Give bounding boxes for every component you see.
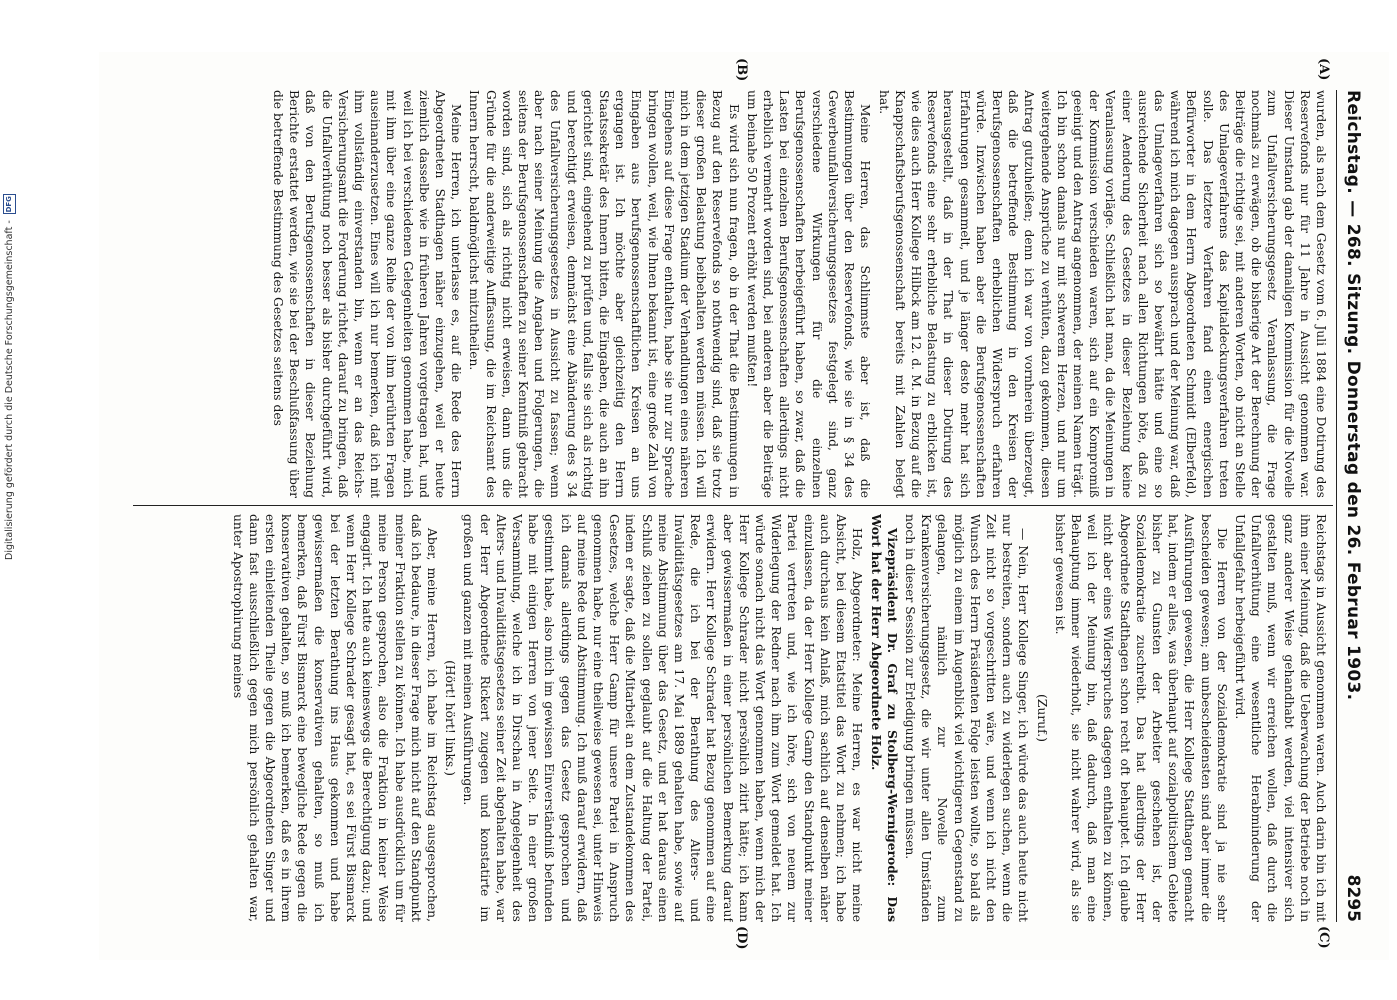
margin-mark-a: (A) [1316, 58, 1331, 81]
digitization-credit [2, 130, 16, 560]
paragraph: Aber, meine Herren, ich habe im Reichstag ausgesprochen, daß ich bedaure, in dieser Frage mich nicht auf den Standpunkt meiner Fraktion stellen zu können. Ich habe ausdrücklich um für meine Person gesprochen, also die Fraktion in keiner Weise engagirt. Ich hatte auch keineswegs die Berechtigung dazu; und wenn Herr Kollege Schrader gesagt hat, es sei Fürst Bismarck bei der letzten Berathung ins Haus gekommen und habe gewissermaßen die konservativen gehalten, so muß ich bemerken, daß Fürst Bismarck eine bewegliche Rede gegen die konservativen gehalten, so muß ich bemerken, daß es in ihrem ersten einleitenden Theile gegen die Abgeordneten Singer und dann fast ausschließlich gegen mich persönlich gehalten war, unter Apostrophirung meines [230, 514, 440, 922]
paragraph: Meine Herren, ich unterlasse es, auf die Rede des Herrn Abgeordneten Stadthagen näher einzugehen, weil er heute ziemlich dasselbe wie in früheren Jahren vorgetragen hat, und weil ich bei verschiedenen Gelegenheiten genommen habe, mich mit ihm über eine ganze Reihe der von ihm berührten Fragen auseinanderzusetzen. Eines will ich nur bemerken, daß ich mit ihm vollständig einverstanden bin, wenn er an das Reichs-Versicherungsamt die Forderung richtet, darauf zu bringen, daß die Unfallverhütung noch besser als bisher durchgeführt wird, daß von den Berufsgenossenschaften in dieser Beziehung Berichte erstattet werden, wie sie bei der Beschlußfassung über die betreffende Bestimmung des Gesetzes seitens des [271, 90, 464, 498]
interjection: (Hört! hört! links.) [443, 660, 458, 776]
margin-mark-d: (D) [734, 926, 749, 950]
page-header [1341, 90, 1365, 922]
right-column [139, 514, 1329, 922]
paragraph: Es wird sich nun fragen, ob in der That die Bestimmungen in Bezug auf den Reservefonds so nothwendig sind, daß sie trotz dieser großen Belastung beibehalten werden müssen. Ich will mich in dem jetzigen Stadium der Verhandlungen eines näheren Eingehens auf diese Frage enthalten, habe sie nur zur Sprache bringen wollen, weil, wie Ihnen bekannt ist, eine große Zahl von Eingaben aus berufsgenossenschaftlichen Kreisen an uns ergangen ist. Ich möchte aber gleichzeitig den Herrn Staatssekretär des Innern bitten, die Eingaben, die auch an ihn gerichtet sind, eingehend zu prüfen und, falls sie sich als richtig und berechtigt erweisen, demnächst eine Abänderung des § 34 des Unfallversicherungsgesetzes in Aussicht zu fassen; wenn aber nach seiner Meinung die Angaben und Folgerungen, die seitens der Berufsgenossenschaften zu seiner Kenntniß gebracht worden sind, sich als richtig nicht erweisen, dann uns die Gründe für die anderweitige Auffassung, die im Reichsamt des Innern herrscht, baldmöglichst mitzutheilen. [467, 90, 741, 498]
page-number: 8295 [1343, 874, 1363, 922]
interjection: (Zuruf.) [1034, 694, 1049, 742]
speaker-line: Vizepräsident Dr. Graf zu Stolberg-Wernigerode: Das Wort hat der Herr Abgeordnete Holz. [868, 514, 900, 922]
column-divider [133, 505, 1333, 506]
paragraph: Reichstags in Aussicht genommen waren. Auch darin bin ich mit ihm einer Meinung, daß die Ueberwachung der Betriebe noch in ganz anderer Weise gehandhabt werden, viel intensiver sich gestalten muß, wenn wir erreichen wollen, daß durch die Unfallverhütung eine wesentliche Herabminderung der Unfallgefahr herbeigeführt wird. [1232, 514, 1328, 922]
scanned-page [99, 52, 1389, 960]
paragraph: Meine Herren, das Schlimmste aber ist, daß die Bestimmungen über den Reservefonds, wie sie in § 34 des Gewerbeunfallversicherungsgesetzes festgelegt sind, ganz verschiedene Wirkungen für die einzelnen Berufsgenossenschaften herbeigeführt haben, so zwar, daß die Lasten bei einzelnen Berufsgenossenschaften allerdings nicht erheblich vermehrt worden sind, bei anderen aber die Beiträge um beinahe 50 Prozent erhöht werden mußten! [744, 90, 873, 498]
paragraph: — Nein, Herr Kollege Singer, ich würde das auch heute nicht nur bestreiten, sondern auch zu widerlegen suchen, wenn die Zeit nicht so vorgeschritten wäre, und wenn ich nicht den Wunsch des Herrn Präsidenten Folge leisten wollte, so bald als möglich zu einem im Augenblick viel wichtigeren Gegenstand zu gelangen, nämlich zur Novelle zum Krankenversicherungsgesetz, die wir unter allen Umständen noch in dieser Session zur Erledigung bringen müssen. [902, 514, 1031, 922]
left-column [139, 90, 1329, 498]
header-rule [1336, 90, 1337, 922]
credit-text: Digitalisierung gefördert durch die Deutsche Forschungsgemeinschaft - [3, 220, 15, 560]
dfg-logo: DFG [3, 194, 16, 214]
running-title: Reichstag. — 268. Sitzung. Donnerstag den 26. Februar 1903. [1343, 90, 1363, 701]
margin-mark-b: (B) [734, 58, 749, 82]
margin-mark-c: (C) [1316, 926, 1331, 949]
paragraph: wurden, als nach dem Gesetz vom 6. Juli 1884 eine Dotirung des Reservefonds nur für 11 Jahre in Aussicht genommen war. Dieser Umstand gab der damaligen Kommission für die Novelle zum Unfallversicherungsgesetz Veranlassung, die Frage nochmals zu erwägen, ob die bisherige Art der Berechnung der Beiträge die richtige sei, mit anderen Worten, ob nicht an Stelle des Umlageverfahrens das Kapitaldeckungsverfahren treten solle. Das letztere Verfahren fand einen energischen Befürworter in dem Herrn Abgeordneten Schmidt (Elberfeld), während ich mich dagegen aussprach und der Meinung war, daß das Umlageverfahren sich so bewährt hätte und eine so ausreichende Sicherheit nach allen Richtungen böte, daß zu einer Aenderung des Gesetzes in dieser Beziehung keine Veranlassung vorläge. Schließlich hat man, da die Meinungen in der Kommission verschieden waren, sich auf ein Kompromiß geeinigt und den Antrag angenommen, der meinen Namen trägt. Ich bin schon damals nur mit schwerem Herzen, und nur um weitergehende Ansprüche zu verhüten, dazu gekommen, diesen Antrag gutzuheißen; denn ich war von vornherein überzeugt, daß die betreffende Bestimmung in den Kreisen der Berufsgenossenschaften erheblichen Widerspruch erfahren würde. Inzwischen haben aber die Berufsgenossenschaften Erfahrungen gesammelt, und je länger desto mehr hat sich herausgestellt, daß in der That in dieser Dotirung des Reservefonds eine sehr erhebliche Belastung zu erblicken ist, wie dies auch Herr Kollege Hilbck am 12. d. M. in Bezug auf die Knappschaftsberufsgenossenschaft bereits mit Zahlen belegt hat. [876, 90, 1328, 498]
paragraph: Die Herren von der Sozialdemokratie sind ja nie sehr bescheiden gewesen; am unbescheidensten sind aber immer die Ausführungen gewesen, die Herr Kollege Stadthagen gemacht hat, indem er alles, was überhaupt auf sozialpolitischem Gebiete bisher zu Gunsten der Arbeiter geschehen ist, der Sozialdemokratie zuschreibt. Das hat allerdings der Herr Abgeordnete Stadthagen schon recht oft behauptet. Ich glaube nicht aber eines Widerspruches dagegen enthalten zu können, weil ich der Meinung bin, daß dadurch, daß man eine Behauptung immer wiederholt, sie nicht wahrer wird, als sie bisher gewesen ist. [1052, 514, 1229, 922]
paragraph: Holz, Abgeordneter: Meine Herren, es war nicht meine Absicht, bei diesem Etatstitel das Wort zu nehmen; ich habe auch durchaus kein Anlaß, mich sachlich auf denselben näher einzulassen, da der Herr Kollege Gamp den Standpunkt meiner Partei vertreten und, wie ich höre, sich von neuem zur Widerlegung der Redner nach ihm zum Wort gemeldet hat. Ich würde sonach nicht das Wort genommen haben, wenn mich der Herr Kollege Schrader nicht persönlich zitirt hätte; ich kann aber gewissermaßen in einer persönlichen Bemerkung darauf erwidern. Herr Kollege Schrader hat Bezug genommen auf eine Rede, die ich bei der Berathung des Alters- und Invaliditätsgesetzes am 17. Mai 1889 gehalten habe, sowie auf meine Abstimmung über das Gesetz, und er hat daraus einen Schluß ziehen zu sollen geglaubt auf die Haltung der Partei, indem er sagte, daß die Mitarbeit an dem Zustandekommen des Gesetzes, welche Herr Gamp für unsere Partei in Anspruch genommen habe, nur eine theilweise gewesen sei, unter Hinweis auf meine Rede und Abstimmung. Ich muß darauf erwidern, daß ich damals allerdings gegen das Gesetz gesprochen und gestimmt habe, also mich im gewissen Einverständniß befunden habe mit einigen Herren von jener Seite. In einer großen Versammlung, welche ich in Dirschau in Angelegenheit des Alters- und Invaliditätsgesetzes seiner Zeit abgehalten habe, war der Herr Abgeordnete Rickert zugegen und konstatirte im großen und ganzen mit meinen Ausführungen. [461, 514, 865, 922]
